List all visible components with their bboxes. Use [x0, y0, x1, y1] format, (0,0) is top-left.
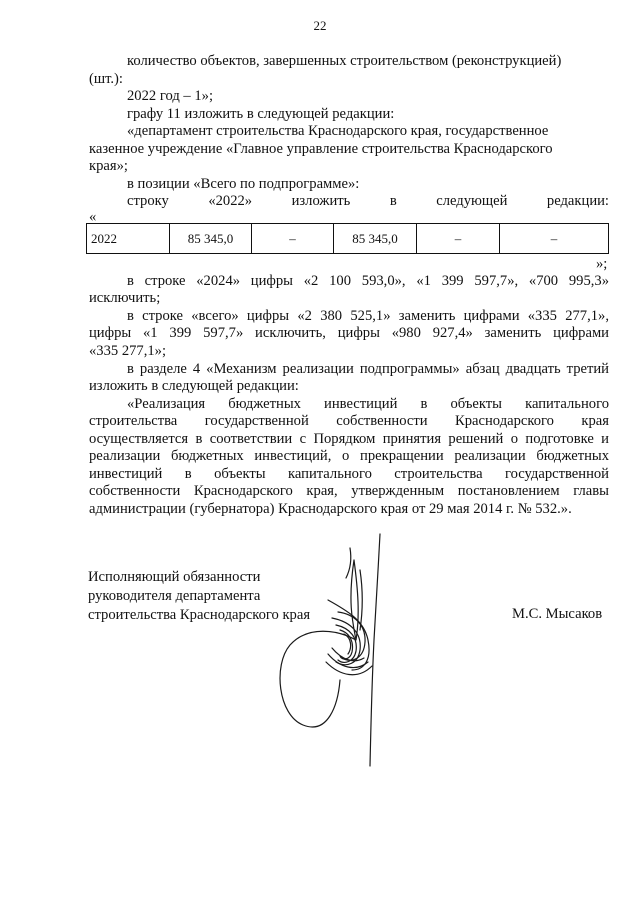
table-cell-federal: – [252, 224, 334, 254]
text-line-14: в строке «всего» цифры «2 380 525,1» заменить цифрами «335 277,1», [127, 308, 609, 324]
justified-line: количество объектов, завершенных строительством (реконструкцией) [127, 53, 562, 69]
text-line-25: администрации (губернатора) Краснодарского края от 29 мая 2014 г. № 532.». [89, 501, 572, 517]
text-line-9: строку «2022» изложить в следующей редакции: [127, 193, 609, 209]
text-line-4: графу 11 изложить в следующей редакции: [127, 106, 395, 122]
signatory-title-line-1: Исполняющий обязанности [88, 569, 261, 585]
table-cell-year: 2022 [87, 224, 170, 254]
text-line-5: «департамент строительства Краснодарского края, государственное [127, 123, 549, 139]
text-line-3: 2022 год – 1»; [127, 88, 214, 104]
table-cell-total: 85 345,0 [170, 224, 252, 254]
table-cell-local: – [417, 224, 500, 254]
revision-table [86, 223, 609, 254]
page-number: 22 [313, 18, 327, 33]
text-line-1 [127, 53, 609, 70]
table-cell-extra: – [500, 224, 609, 254]
table-cell-regional: 85 345,0 [334, 224, 417, 254]
text-line-21: осуществляется в соответствии с Порядком принятия решений о подготовке и [89, 431, 609, 447]
text-line-17: в разделе 4 «Механизм реализации подпрограммы» абзац двадцать третий [127, 361, 609, 377]
handwritten-signature [268, 530, 398, 770]
table-row [87, 224, 609, 254]
text-line-15: цифры «1 399 597,7» исключить, цифры «980 927,4» заменить цифрами [89, 325, 609, 341]
text-line-19: «Реализация бюджетных инвестиций в объекты капитального [127, 396, 609, 412]
close-quote: »; [596, 256, 608, 272]
text-line-16: «335 277,1»; [89, 343, 167, 359]
text-line-2: (шт.): [89, 71, 123, 87]
signatory-title-line-2: руководителя департамента [88, 588, 261, 604]
signatory-name: М.С. Мысаков [512, 606, 603, 622]
text-line-8: в позиции «Всего по подпрограмме»: [127, 176, 360, 192]
text-line-12: в строке «2024» цифры «2 100 593,0», «1 399 597,7», «700 995,3» [127, 273, 609, 289]
text-line-24: собственности Краснодарского края, утвержденным постановлением главы [89, 483, 609, 499]
text-line-6: казенное учреждение «Главное управление строительства Краснодарского [89, 141, 553, 157]
text-line-7: края»; [89, 158, 128, 174]
text-line-20: строительства государственной собственности Краснодарского края [89, 413, 609, 429]
text-line-22: реализации бюджетных инвестиций, о прекращении реализации бюджетных [89, 448, 609, 464]
text-line-13: исключить; [89, 290, 161, 306]
open-quote: « [89, 209, 97, 225]
signatory-title-line-3: строительства Краснодарского края [88, 607, 311, 623]
text-line-23: инвестиций в объекты капитального строительства государственной [89, 466, 609, 482]
text-line-18: изложить в следующей редакции: [89, 378, 299, 394]
